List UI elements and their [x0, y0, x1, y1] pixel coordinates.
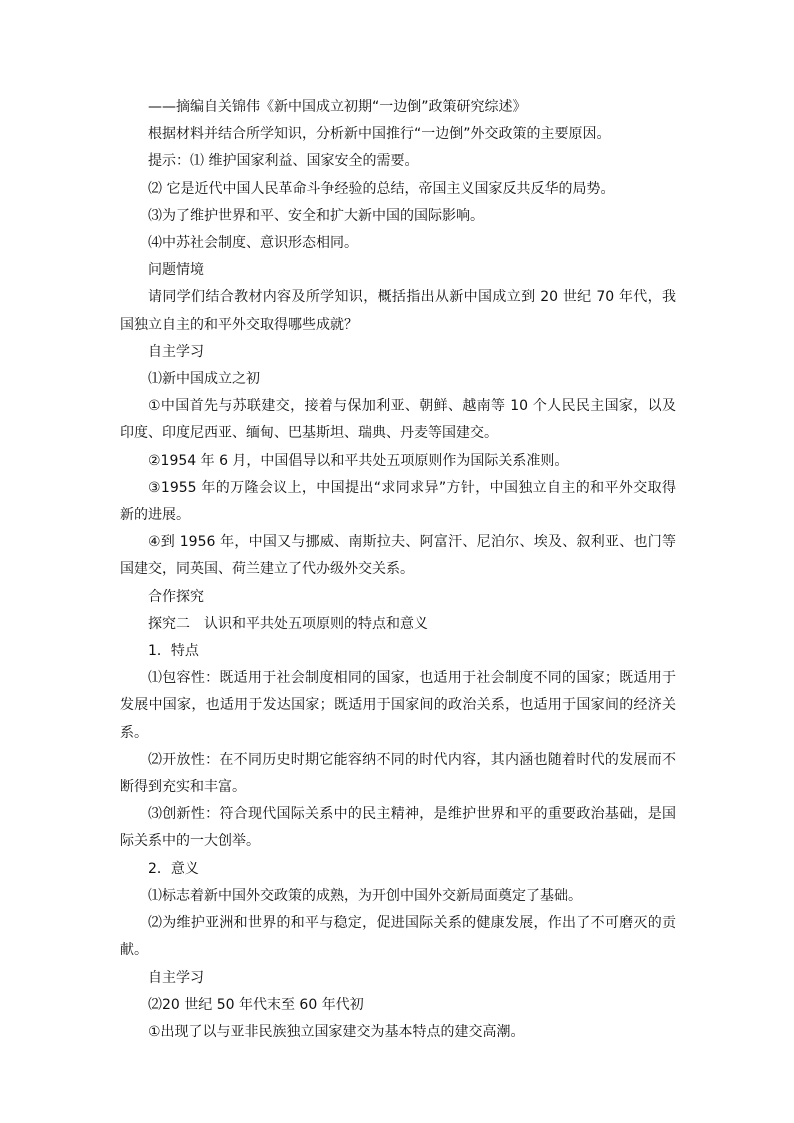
feature-inclusiveness: ⑴包容性：既适用于社会制度相同的国家，也适用于社会制度不同的国家；既适用于发展中国家，也适用于发达国家；既适用于国家间的政治关系，也适用于国家间的经济关系。 [120, 670, 676, 741]
subheading-features: 1．特点 [148, 643, 199, 660]
section-heading-problem-situation: 问题情境 [148, 262, 204, 279]
feature-openness: ⑵开放性：在不同历史时期它能容纳不同的时代内容，其内涵也随着时代的发展而不断得到充实和丰富。 [120, 751, 676, 796]
hint-line-1: 提示：⑴ 维护国家利益、国家安全的需要。 [148, 153, 419, 170]
section-heading-self-study: 自主学习 [148, 343, 204, 360]
significance-1: ⑴标志着新中国外交政策的成熟，为开创中国外交新局面奠定了基础。 [148, 887, 582, 904]
subheading-late-50s: ⑵20 世纪 50 年代末至 60 年代初 [148, 996, 364, 1013]
document-body [120, 94, 676, 1046]
hint-line-2: ⑵ 它是近代中国人民革命斗争经验的总结，帝国主义国家反共反华的局势。 [148, 180, 615, 197]
subheading-significance: 2．意义 [148, 860, 199, 877]
source-citation: ——摘编自关锦伟《新中国成立初期“一边倒”政策研究综述》 [148, 99, 527, 115]
significance-2: ⑵为维护亚洲和世界的和平与稳定，促进国际关系的健康发展，作出了不可磨灭的贡献。 [120, 915, 676, 959]
inquiry-title: 探究二 认识和平共处五项原则的特点和意义 [148, 615, 428, 632]
list-item-2: ②1954 年 6 月，中国倡导以和平共处五项原则作为国际关系准则。 [148, 452, 569, 469]
hint-line-4: ⑷中苏社会制度、意识形态相同。 [148, 235, 358, 252]
hint-line-3: ⑶为了维护世界和平、安全和扩大新中国的国际影响。 [148, 207, 484, 224]
section-heading-self-study-2: 自主学习 [148, 969, 204, 986]
section-heading-cooperative-inquiry: 合作探究 [148, 588, 204, 605]
problem-situation-text: 请同学们结合教材内容及所学知识，概括指出从新中国成立到 20 世纪 70 年代，我国独立自主的和平外交取得哪些成就？ [120, 289, 676, 333]
list-item-3: ③1955 年的万隆会议上，中国提出“求同求异”方针，中国独立自主的和平外交取得新的进展。 [120, 479, 676, 524]
list-item-1: ①中国首先与苏联建交，接着与保加利亚、朝鲜、越南等 10 个人民民主国家，以及印度、印度尼西亚、缅甸、巴基斯坦、瑞典、丹麦等国建交。 [120, 398, 676, 442]
subheading-early-prc: ⑴新中国成立之初 [148, 371, 260, 388]
list-item-late-50s-1: ①出现了以与亚非民族独立国家建交为基本特点的建交高潮。 [148, 1023, 525, 1040]
feature-innovation: ⑶创新性：符合现代国际关系中的民主精神，是维护世界和平的重要政治基础，是国际关系中的一大创举。 [120, 806, 676, 850]
question-text: 根据材料并结合所学知识，分析新中国推行“一边倒”外交政策的主要原因。 [148, 126, 611, 143]
list-item-4: ④到 1956 年，中国又与挪威、南斯拉夫、阿富汗、尼泊尔、埃及、叙利亚、也门等国建交，同英国、荷兰建立了代办级外交关系。 [120, 534, 676, 578]
